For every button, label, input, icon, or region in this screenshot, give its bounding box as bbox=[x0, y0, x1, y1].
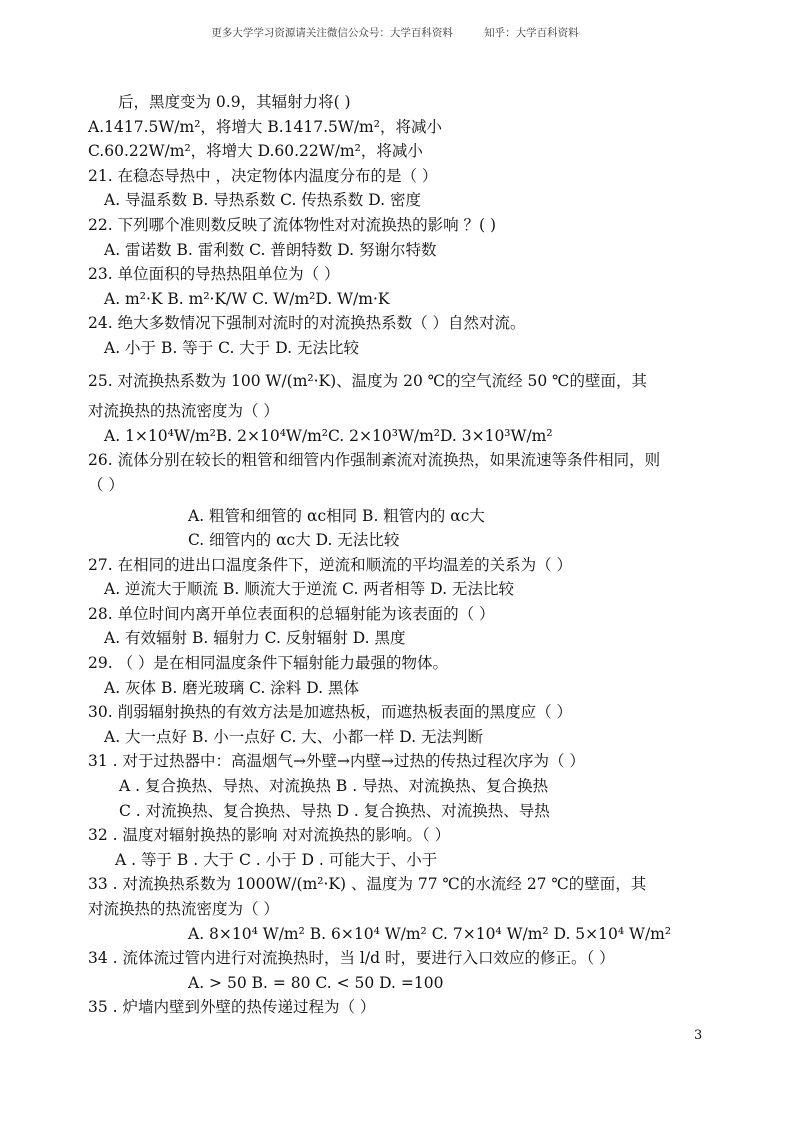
header-wechat-text: 更多大学学习资源请关注微信公众号：大学百科资料 bbox=[211, 27, 453, 39]
q35-stem: 35 . 炉墙内壁到外壁的热传递过程为（ ） bbox=[88, 998, 376, 1017]
q33-stem: 33 . 对流换热系数为 1000W/(m²·K) 、温度为 77 ℃的水流经 27 ℃的壁面，其 bbox=[88, 875, 647, 894]
q27-options: A. 逆流大于顺流 B. 顺流大于逆流 C. 两者相等 D. 无法比较 bbox=[104, 580, 514, 599]
q32-stem: 32 . 温度对辐射换热的影响 对对流换热的影响。（ ） bbox=[88, 826, 451, 845]
q29-options: A. 灰体 B. 磨光玻璃 C. 涂料 D. 黑体 bbox=[104, 678, 359, 697]
q21-options: A. 导温系数 B. 导热系数 C. 传热系数 D. 密度 bbox=[104, 191, 421, 210]
page-header bbox=[0, 25, 790, 40]
q22-stem: 22. 下列哪个准则数反映了流体物性对对流换热的影响 ？( ) bbox=[88, 215, 497, 234]
page-number: 3 bbox=[694, 1028, 703, 1043]
question-content bbox=[88, 90, 710, 1020]
q26-options-cd: C. 细管内的 αc大 D. 无法比较 bbox=[188, 531, 400, 550]
q28-options: A. 有效辐射 B. 辐射力 C. 反射辐射 D. 黑度 bbox=[104, 629, 406, 648]
q20-stem-tail: 后，黑度变为 0.9，其辐射力将( ) bbox=[118, 93, 351, 111]
q24-options: A. 小于 B. 等于 C. 大于 D. 无法比较 bbox=[104, 338, 359, 357]
q29-stem: 29. （ ）是在相同温度条件下辐射能力最强的物体。 bbox=[88, 654, 449, 673]
q21-stem: 21. 在稳态导热中 ，决定物体内温度分布的是（ ） bbox=[88, 166, 438, 185]
q32-options: A . 等于 B . 大于 C . 小于 D . 可能大于、小于 bbox=[115, 850, 438, 869]
q34-options: A. > 50 B. = 80 C. < 50 D. =100 bbox=[188, 973, 444, 992]
q22-options: A. 雷诺数 B. 雷利数 C. 普朗特数 D. 努谢尔特数 bbox=[104, 240, 437, 259]
q25-options: A. 1×10⁴W/m²B. 2×10⁴W/m²C. 2×10³W/m²D. 3×10³W/m² bbox=[104, 426, 553, 445]
q23-options: A. m²·K B. m²·K/W C. W/m²D. W/m·K bbox=[104, 289, 390, 308]
q25-stem-cont: 对流换热的热流密度为（ ） bbox=[88, 402, 279, 421]
q33-stem-cont: 对流换热的热流密度为（ ） bbox=[88, 900, 279, 918]
q24-stem: 24. 绝大多数情况下强制对流时的对流换热系数（ ）自然对流。 bbox=[88, 314, 526, 333]
q33-options: A. 8×10⁴ W/m² B. 6×10⁴ W/m² C. 7×10⁴ W/m² D. 5×10⁴ W/m² bbox=[188, 924, 672, 943]
header-zhihu-text: 知乎：大学百科资料 bbox=[484, 27, 579, 39]
q20-options-cd: C.60.22W/m²，将增大 D.60.22W/m²，将减小 bbox=[88, 142, 423, 161]
q26-stem: 26. 流体分别在较长的粗管和细管内作强制紊流对流换热，如果流速等条件相同，则 bbox=[88, 451, 661, 470]
q23-stem: 23. 单位面积的导热热阻单位为（ ） bbox=[88, 265, 340, 284]
q31-options-cd: C . 对流换热、复合换热、导热 D . 复合换热、对流换热、导热 bbox=[119, 801, 550, 820]
q27-stem: 27. 在相同的进出口温度条件下，逆流和顺流的平均温差的关系为（ ） bbox=[88, 555, 573, 574]
q28-stem: 28. 单位时间内离开单位表面积的总辐射能为该表面的（ ） bbox=[88, 604, 495, 623]
q20-options-ab: A.1417.5W/m²，将增大 B.1417.5W/m²，将减小 bbox=[88, 117, 442, 136]
q25-stem: 25. 对流换热系数为 100 W/(m²·K)、温度为 20 ℃的空气流经 50 ℃的壁面，其 bbox=[88, 371, 648, 390]
q34-stem: 34 . 流体流过管内进行对流换热时，当 l/d 时，要进行入口效应的修正。（ ） bbox=[88, 949, 615, 968]
q26-stem-cont: （ ） bbox=[88, 475, 124, 494]
q31-stem: 31 . 对于过热器中：高温烟气→外壁→内壁→过热的传热过程次序为（ ） bbox=[88, 752, 585, 771]
q30-stem: 30. 削弱辐射换热的有效方法是加遮热板，而遮热板表面的黑度应（ ） bbox=[88, 703, 573, 722]
q31-options-ab: A . 复合换热、导热、对流换热 B . 导热、对流换热、复合换热 bbox=[119, 777, 549, 796]
q30-options: A. 大一点好 B. 小一点好 C. 大、小都一样 D. 无法判断 bbox=[104, 727, 483, 746]
q26-options-ab: A. 粗管和细管的 αc相同 B. 粗管内的 αc大 bbox=[188, 506, 485, 525]
